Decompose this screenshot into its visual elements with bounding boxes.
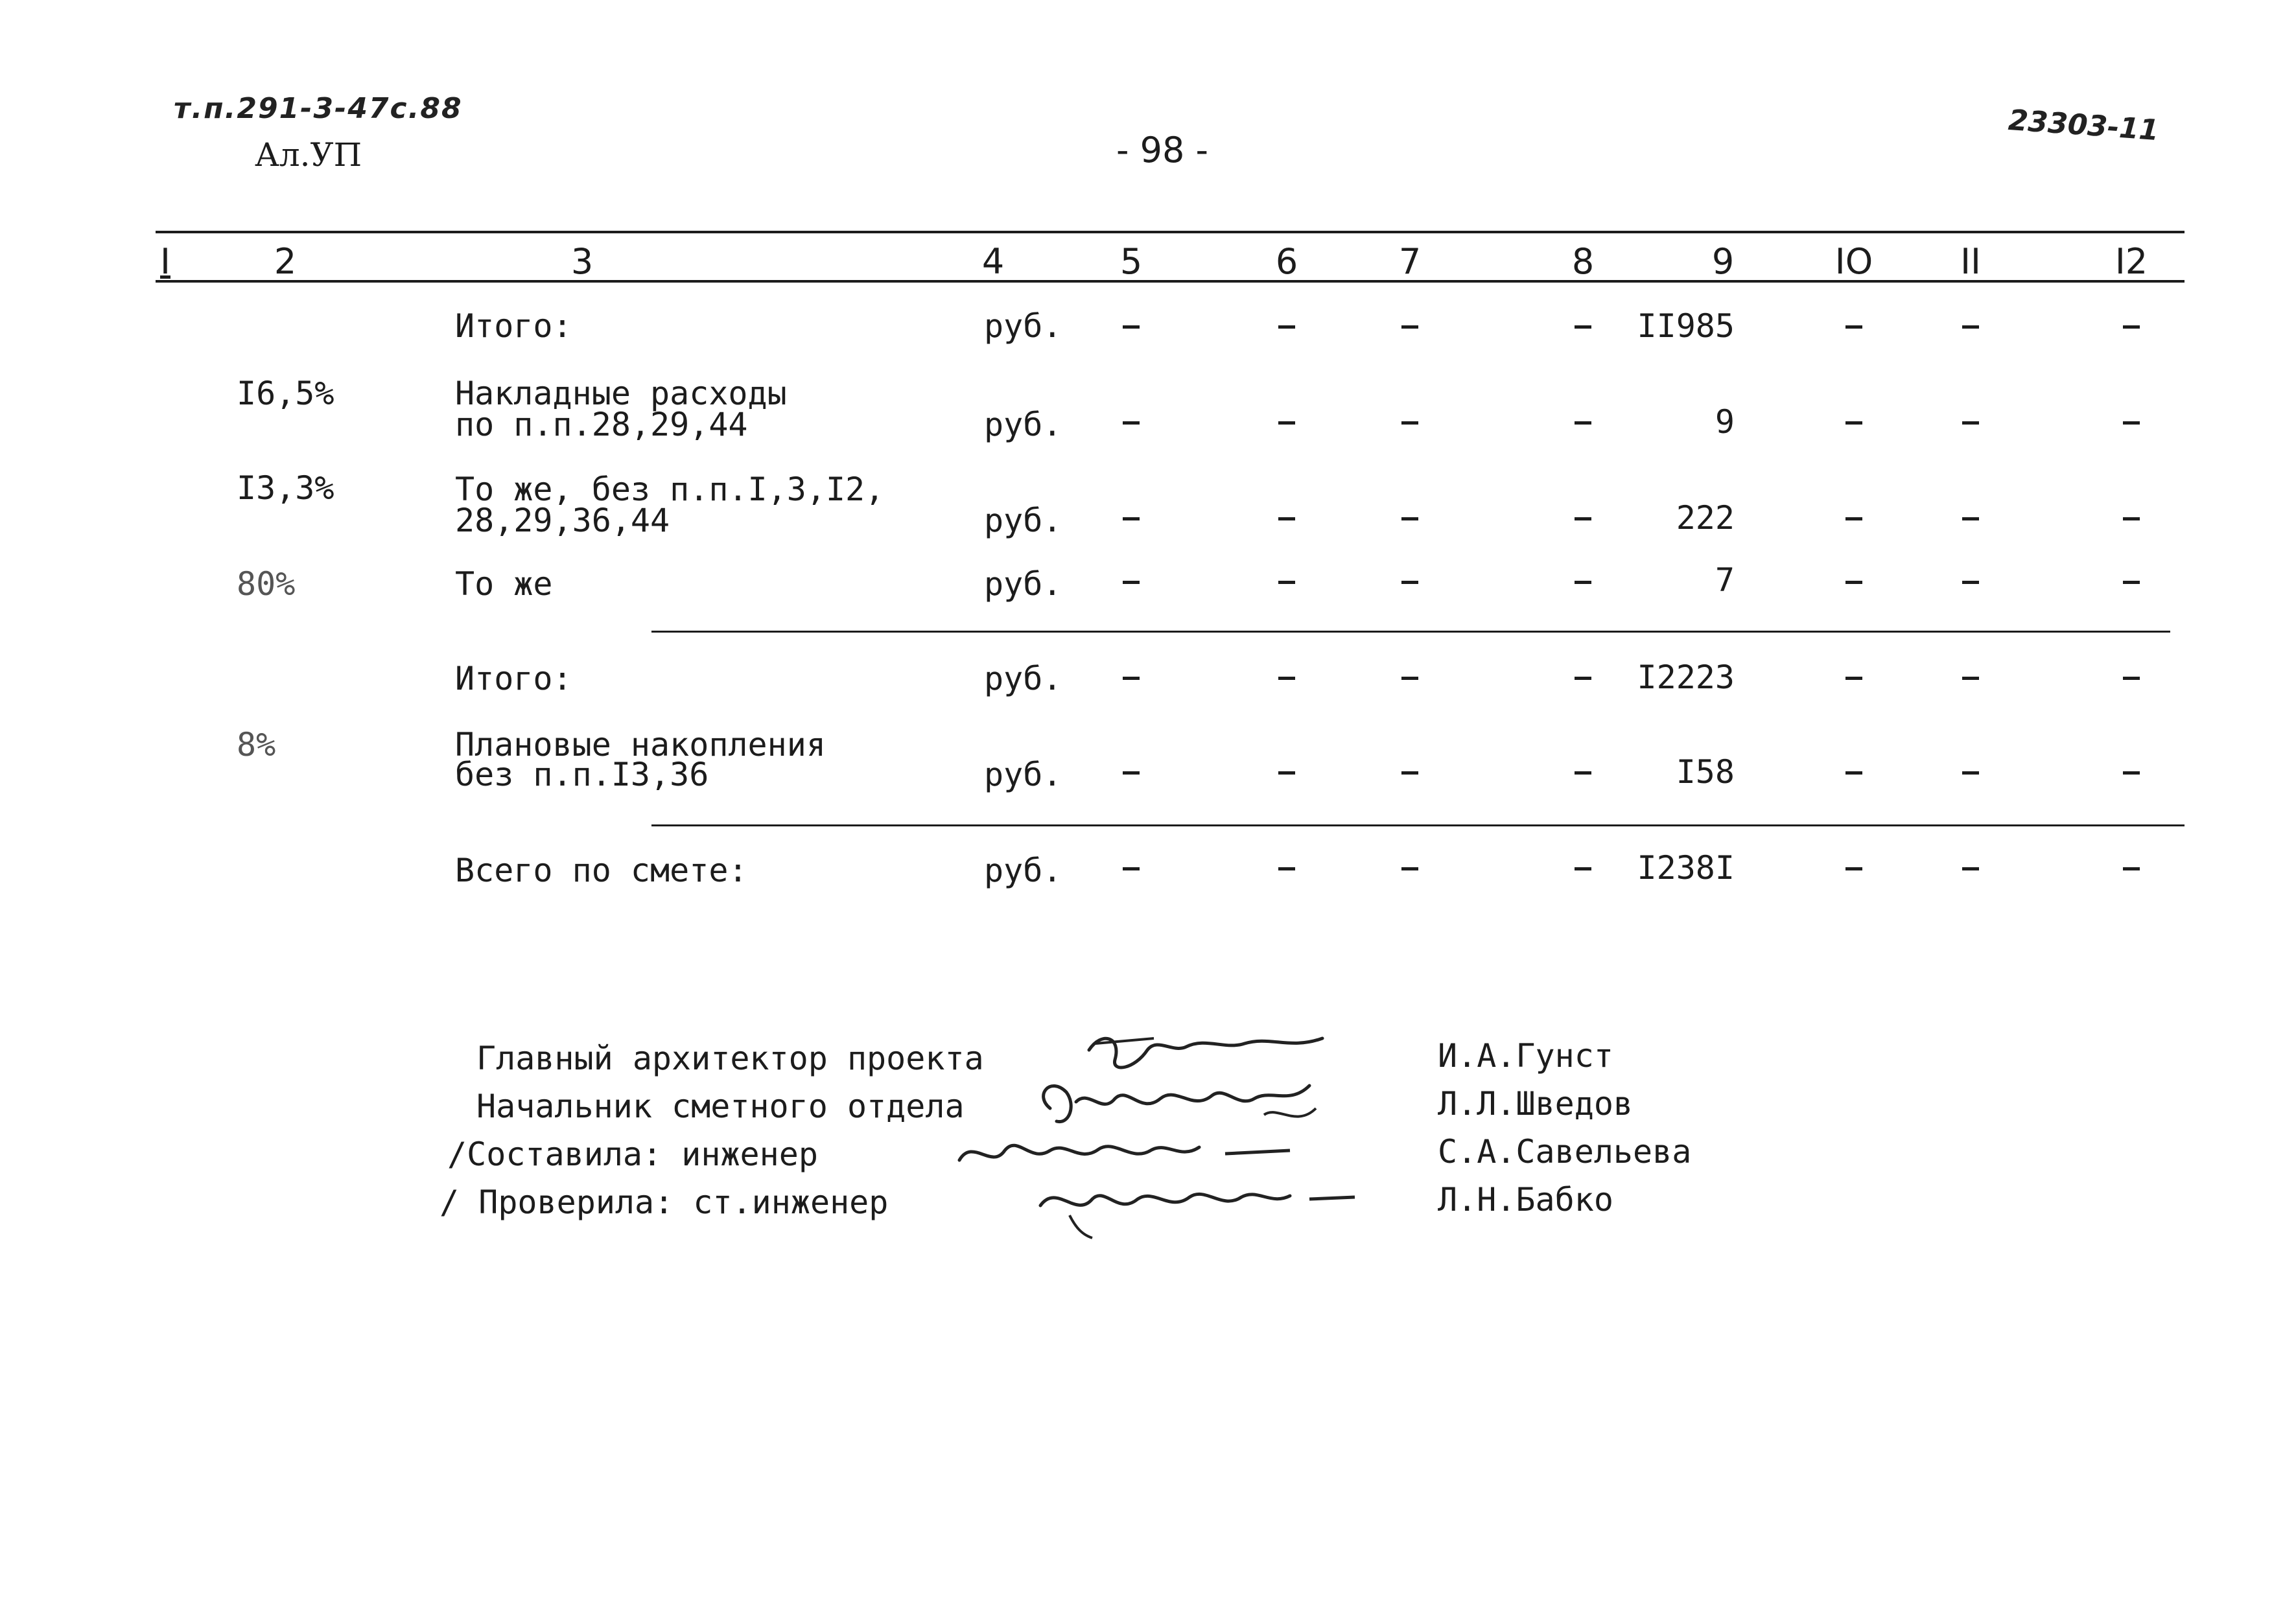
empty-cell-dash (1123, 325, 1140, 329)
empty-cell-dash (2123, 421, 2140, 425)
column-number: 3 (570, 241, 594, 282)
empty-cell-dash (1845, 771, 1862, 775)
empty-cell-dash (1123, 771, 1140, 775)
empty-cell-dash (1401, 325, 1418, 329)
row-description: Плановые накопления (455, 726, 826, 764)
row-description: То же (455, 565, 553, 603)
column-header-rule (156, 280, 2185, 283)
empty-cell-dash (1845, 325, 1862, 329)
empty-cell-dash (1845, 581, 1862, 584)
row-unit: руб. (984, 307, 1062, 345)
row-unit: руб. (984, 502, 1062, 539)
row-value: II985 (1637, 307, 1735, 345)
column-number: II (1960, 241, 1981, 282)
empty-cell-dash (1575, 581, 1591, 584)
empty-cell-dash (1123, 421, 1140, 425)
column-number: I (160, 241, 170, 282)
empty-cell-dash (1845, 867, 1862, 870)
signatory-name: И.А.Гунст (1438, 1037, 1613, 1075)
empty-cell-dash (1401, 421, 1418, 425)
signatory-name: С.А.Савельева (1438, 1133, 1692, 1171)
empty-cell-dash (1278, 771, 1295, 775)
row-percent: 80% (237, 565, 296, 603)
page-number: - 98 - (1116, 130, 1209, 170)
tick-mark: / (439, 1184, 479, 1221)
empty-cell-dash (1845, 421, 1862, 425)
empty-cell-dash (1845, 677, 1862, 680)
row-percent: 8% (237, 726, 276, 764)
row-unit: руб. (984, 852, 1062, 889)
signature-role: Начальник сметного отдела (476, 1088, 965, 1125)
subtotal-rule (651, 631, 2170, 633)
empty-cell-dash (1123, 677, 1140, 680)
empty-cell-dash (1575, 771, 1591, 775)
row-unit: руб. (984, 406, 1062, 443)
empty-cell-dash (2123, 771, 2140, 775)
empty-cell-dash (1278, 581, 1295, 584)
empty-cell-dash (2123, 581, 2140, 584)
signature-role-text: Составила: инженер (467, 1136, 818, 1173)
empty-cell-dash (1575, 517, 1591, 520)
signature-role (439, 1184, 888, 1221)
empty-cell-dash (2123, 517, 2140, 520)
row-unit: руб. (984, 756, 1062, 793)
row-description: Итого: (455, 307, 572, 345)
empty-cell-dash (1962, 517, 1979, 520)
row-description: Всего по смете: (455, 852, 748, 889)
empty-cell-dash (1575, 325, 1591, 329)
album-label: Ал.УП (255, 136, 362, 174)
total-rule (651, 824, 2185, 826)
row-value: I58 (1676, 753, 1735, 791)
signatory-name: Л.Л.Шведов (1438, 1085, 1634, 1123)
row-value: I238I (1637, 849, 1735, 887)
row-value: I2223 (1637, 659, 1735, 696)
empty-cell-dash (2123, 325, 2140, 329)
row-unit: руб. (984, 660, 1062, 697)
signatory-name: Л.Н.Бабко (1438, 1181, 1613, 1219)
row-value: 7 (1715, 561, 1735, 599)
empty-cell-dash (2123, 867, 2140, 870)
empty-cell-dash (1962, 421, 1979, 425)
empty-cell-dash (1278, 867, 1295, 870)
row-description-continued: без п.п.I3,36 (455, 756, 709, 793)
column-number: IO (1834, 241, 1873, 282)
column-number: 4 (981, 241, 1005, 282)
signature-role: Главный архитектор проекта (476, 1040, 984, 1077)
column-number: 9 (1711, 241, 1735, 282)
empty-cell-dash (1575, 421, 1591, 425)
column-number: 2 (274, 241, 297, 282)
table-top-rule (156, 231, 2185, 233)
row-value: 222 (1676, 499, 1735, 537)
row-description: То же, без п.п.I,3,I2, (455, 471, 885, 508)
column-number: I2 (2114, 241, 2148, 282)
empty-cell-dash (1962, 867, 1979, 870)
empty-cell-dash (1845, 517, 1862, 520)
empty-cell-dash (1401, 677, 1418, 680)
empty-cell-dash (1962, 325, 1979, 329)
row-unit: руб. (984, 565, 1062, 603)
empty-cell-dash (1401, 581, 1418, 584)
row-percent: I3,3% (237, 469, 334, 507)
inventory-number: 23303-11 (2007, 103, 2161, 148)
row-percent: I6,5% (237, 375, 334, 412)
empty-cell-dash (1401, 517, 1418, 520)
empty-cell-dash (1123, 867, 1140, 870)
empty-cell-dash (2123, 677, 2140, 680)
empty-cell-dash (1962, 771, 1979, 775)
column-number: 5 (1119, 241, 1143, 282)
empty-cell-dash (1123, 517, 1140, 520)
column-number: 6 (1275, 241, 1298, 282)
empty-cell-dash (1401, 867, 1418, 870)
empty-cell-dash (1962, 581, 1979, 584)
row-description: Накладные расходы (455, 375, 787, 412)
empty-cell-dash (1575, 677, 1591, 680)
empty-cell-dash (1278, 517, 1295, 520)
row-description-continued: по п.п.28,29,44 (455, 406, 748, 443)
empty-cell-dash (1278, 677, 1295, 680)
signature-role-text: Проверила: ст.инженер (478, 1184, 889, 1221)
tick-mark: / (447, 1136, 467, 1173)
empty-cell-dash (1575, 867, 1591, 870)
signature-role (447, 1136, 818, 1173)
empty-cell-dash (1401, 771, 1418, 775)
row-description-continued: 28,29,36,44 (455, 502, 670, 539)
handwritten-signature (1031, 1170, 1368, 1241)
column-number: 8 (1571, 241, 1595, 282)
empty-cell-dash (1278, 421, 1295, 425)
empty-cell-dash (1123, 581, 1140, 584)
empty-cell-dash (1278, 325, 1295, 329)
row-description: Итого: (455, 660, 572, 697)
document-code: т.п.291-3-47с.88 (174, 92, 463, 125)
row-value: 9 (1715, 403, 1735, 441)
column-number: 7 (1398, 241, 1422, 282)
empty-cell-dash (1962, 677, 1979, 680)
